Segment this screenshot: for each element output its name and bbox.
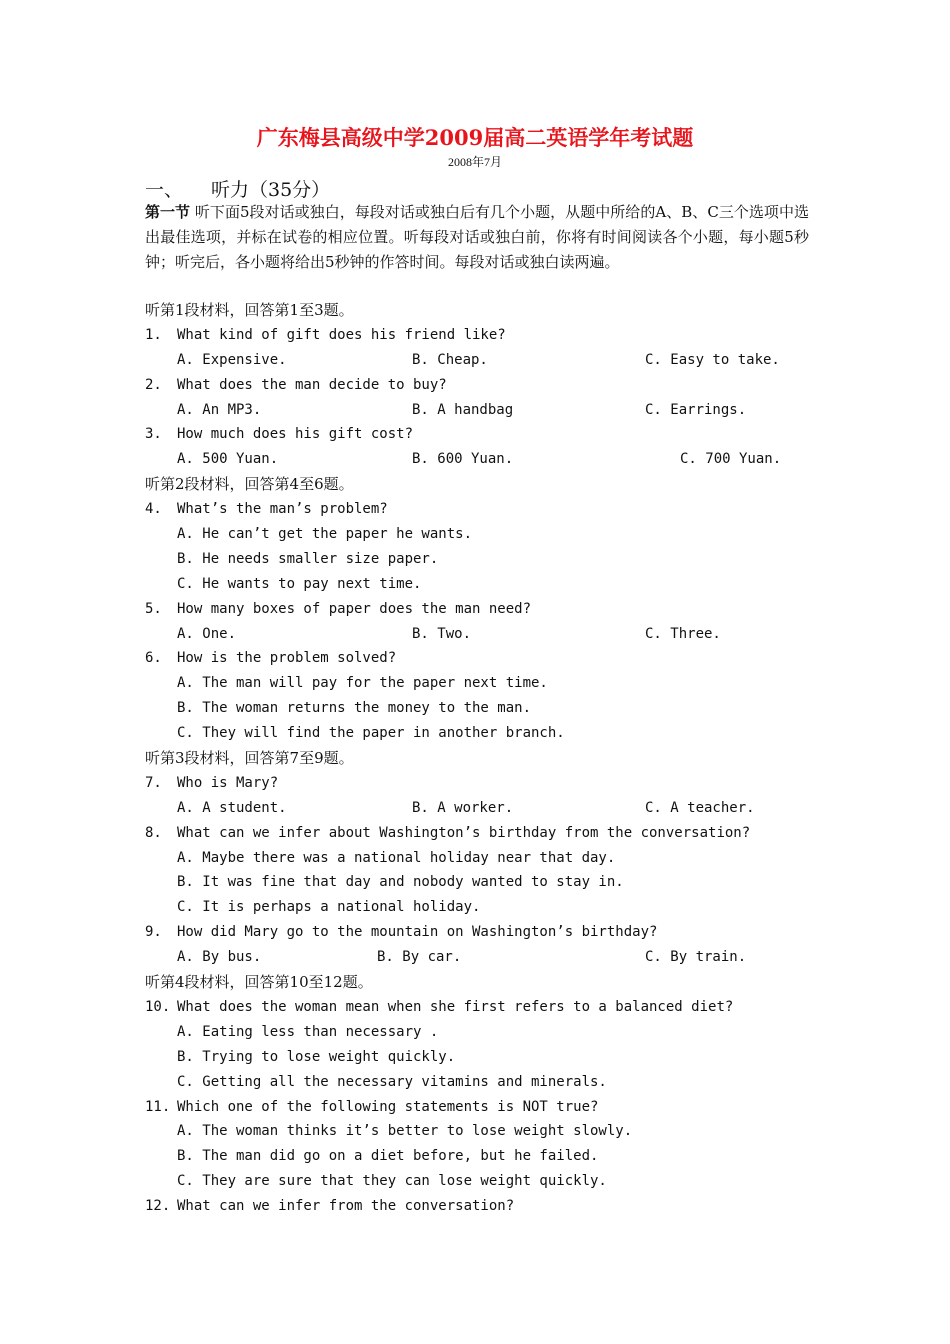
option: B. Cheap. (412, 351, 488, 368)
question-list (145, 298, 825, 1219)
exam-title: 广东梅县高级中学2009届高二英语学年考试题 (256, 125, 694, 150)
option: C. Earrings. (645, 401, 747, 418)
section-number: 一、 (145, 179, 184, 201)
option: C. They will find the paper in another branch. (177, 725, 565, 742)
section-heading (145, 175, 330, 202)
question-line (145, 497, 825, 522)
option: C. Easy to take. (645, 351, 780, 368)
option: A. The woman thinks it’s better to lose weight slowly. (177, 1123, 633, 1140)
option-row (145, 348, 825, 373)
question-text: How is the problem solved? (177, 650, 397, 667)
question-line (145, 422, 825, 447)
question-line (145, 646, 825, 671)
question-number: 4. (145, 501, 162, 518)
option: A. The man will pay for the paper next time. (177, 675, 548, 692)
question-line (145, 597, 825, 622)
group-heading: 听第2段材料，回答第4至6题。 (145, 475, 354, 494)
question-number: 1. (145, 326, 162, 343)
question-number: 10. (145, 998, 171, 1015)
option: A. One. (177, 625, 237, 642)
option: B. A handbag (412, 401, 514, 418)
exam-date: 2008年7月 (447, 155, 502, 169)
option: B. It was fine that day and nobody wanted to stay in. (177, 874, 624, 891)
option: A. By bus. (177, 949, 262, 966)
option-row (145, 447, 825, 472)
option: C. A teacher. (645, 799, 755, 816)
option: B. The woman returns the money to the man. (177, 700, 532, 717)
option: C. Three. (645, 625, 721, 642)
option: C. They are sure that they can lose weight quickly. (177, 1173, 607, 1190)
question-text: How many boxes of paper does the man need? (177, 600, 532, 617)
option: A. Maybe there was a national holiday near that day. (177, 849, 616, 866)
question-text: Who is Mary? (177, 774, 279, 791)
option: B. The man did go on a diet before, but he failed. (177, 1148, 599, 1165)
option-row (145, 945, 825, 970)
option: A. An MP3. (177, 401, 262, 418)
question-number: 11. (145, 1098, 171, 1115)
question-number: 6. (145, 650, 162, 667)
option: A. Eating less than necessary . (177, 1023, 439, 1040)
option: B. He needs smaller size paper. (177, 550, 439, 567)
question-text: What does the woman mean when she first refers to a balanced diet? (177, 998, 734, 1015)
option: A. A student. (177, 799, 287, 816)
option: A. Expensive. (177, 351, 287, 368)
option: B. By car. (377, 949, 462, 966)
question-line (145, 323, 825, 348)
question-number: 5. (145, 600, 162, 617)
option: C. It is perhaps a national holiday. (177, 899, 481, 916)
option: B. 600 Yuan. (412, 451, 514, 468)
option: C. Getting all the necessary vitamins and minerals. (177, 1073, 607, 1090)
option: C. 700 Yuan. (680, 451, 782, 468)
question-number: 9. (145, 924, 162, 941)
group-heading: 听第1段材料，回答第1至3题。 (145, 301, 354, 319)
question-line (145, 920, 825, 945)
group-heading: 听第3段材料，回答第7至9题。 (145, 749, 354, 768)
instructions-text: 听下面5段对话或独白，每段对话或独白后有几个小题，从题中所给的A、B、C三个选项中选出最佳选项，并标在试卷的相应位置。听每段对话或独白前，你将有时间阅读各个小题，每小题5秒钟；听完后，各小题将给出5秒钟的作答时间。每段对话或独白读两遍。 (145, 203, 809, 271)
option: B. Trying to lose weight quickly. (177, 1048, 456, 1065)
question-number: 2. (145, 376, 162, 393)
question-text: How did Mary go to the mountain on Washington’s birthday? (177, 924, 658, 941)
question-line (145, 373, 825, 398)
option: A. He can’t get the paper he wants. (177, 526, 473, 543)
option-row (145, 398, 825, 423)
option: C. By train. (645, 949, 747, 966)
question-line (145, 771, 825, 796)
question-text: What can we infer from the conversation? (177, 1198, 515, 1215)
option: B. Two. (412, 625, 472, 642)
instructions-label: 第一节 (145, 203, 191, 221)
section-title: 听力（35分） (211, 179, 331, 201)
option: B. A worker. (412, 799, 514, 816)
question-line (145, 995, 825, 1020)
option-row (145, 622, 825, 647)
question-text: Which one of the following statements is NOT true? (177, 1098, 599, 1115)
question-text: What does the man decide to buy? (177, 376, 447, 393)
question-number: 12. (145, 1198, 171, 1215)
question-number: 7. (145, 774, 162, 791)
question-line (145, 1194, 825, 1219)
question-text: What’s the man’s problem? (177, 501, 388, 518)
option: A. 500 Yuan. (177, 451, 279, 468)
question-number: 3. (145, 426, 162, 443)
question-text: What can we infer about Washington’s birthday from the conversation? (177, 824, 751, 841)
question-line (145, 1095, 825, 1120)
option-row (145, 796, 825, 821)
instructions (145, 200, 809, 275)
question-text: How much does his gift cost? (177, 426, 414, 443)
question-text: What kind of gift does his friend like? (177, 326, 506, 343)
group-heading: 听第4段材料，回答第10至12题。 (145, 973, 373, 992)
option: C. He wants to pay next time. (177, 575, 422, 592)
question-line (145, 821, 825, 846)
question-number: 8. (145, 824, 162, 841)
